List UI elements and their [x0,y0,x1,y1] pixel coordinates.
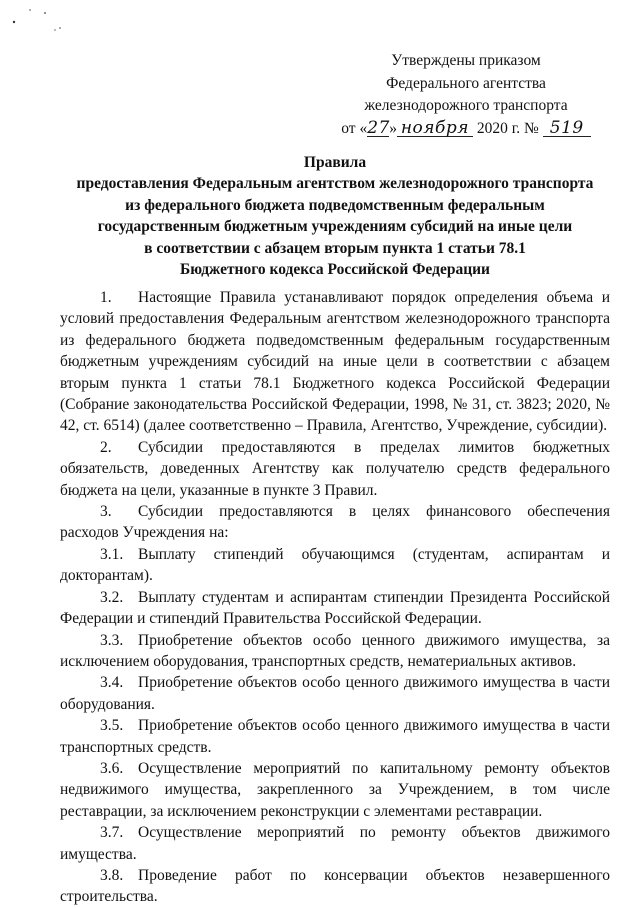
paragraph-text: Проведение работ по консервации объектов незавершенного строительства. [60,866,610,906]
date-quote-close: » [389,119,397,137]
paragraph-number: 3.5. [100,717,124,735]
paragraph-3-1 [60,544,610,587]
paragraph-3-6 [60,758,610,822]
paragraph-number: 3.1. [100,545,124,563]
paragraph-number: 1. [100,289,112,306]
title-line-3: из федерального бюджета подведомственным федеральным [125,196,545,214]
handwritten-number: 519 [549,117,584,138]
paragraph-number: 3.2. [100,588,124,606]
paragraph-text: Приобретение объектов особо ценного движимого имущества в части оборудования. [60,674,610,713]
handwritten-month: ноября [400,117,470,138]
paragraph-3-5 [60,715,610,758]
paragraph-3-7 [60,822,610,865]
document-title [60,152,610,280]
approval-date-line [336,118,596,141]
paragraph-text: Приобретение объектов особо ценного движимого имущества в части транспортных средств. [60,717,610,756]
paragraph-text: Приобретение объектов особо ценного движимого имущества, за исключением оборудования, транспортных средств, нематериальных активов. [60,631,610,670]
paragraph-3-3 [60,630,610,673]
paragraph-text: Выплату стипендий обучающимся (студентам, аспирантам и докторантам). [60,545,610,585]
paragraph-text: Выплату студентам и аспирантам стипендии Президента Российской Федерации и стипендий Правительства Российской Федерации. [60,588,610,628]
title-line-1: Правила [303,154,367,171]
title-line-2: предоставления Федеральным агентством железнодорожного транспорта [76,175,594,193]
paragraph-3-8 [60,865,610,908]
paragraph-text: Субсидии предоставляются в целях финансового обеспечения расходов Учреждения на: [60,503,610,542]
paragraph-number: 3.6. [100,759,124,777]
paragraph-3 [60,501,610,544]
paragraph-3-2 [60,587,610,630]
title-line-6: Бюджетного кодекса Российской Федерации [179,261,490,279]
paragraph-number: 2. [100,438,112,456]
title-line-4: государственным бюджетным учреждениям субсидий на иные цели [97,218,573,236]
handwritten-day: 27 [367,117,390,138]
title-line-5: в соответствии с абзацем вторым пункта 1 статьи 78.1 [144,239,526,257]
document-body [60,287,610,908]
approval-line-2: Федерального агентства [386,74,546,92]
paragraph-number: 3.3. [100,631,124,649]
paragraph-number: 3.7. [100,824,124,842]
date-year: 2020 г. № [476,119,539,137]
paragraph-number: 3.8. [100,866,124,884]
paragraph-text: Настоящие Правила устанавливают порядок определения объема и условий предоставления Федеральным агентством железнодорожного транспорта из федерального бюджета подведомственным федеральным государственным бюджетным учреждениям субсидий на иные цели в соответствии с абзацем вторым пункта 1 статьи 78.1 Бюджетного кодекса Российской Федерации (Собрание законодательства Российской Федерации, 1998, № 31, ст. 3823; 2020, № 42, ст. 6514) (далее соответственно – Правила, Агентство, Учреждение, субсидии). [60,289,610,435]
paragraph-2 [60,437,610,501]
paragraph-1 [60,287,610,437]
paragraph-number: 3. [100,503,112,521]
paragraph-text: Осуществление мероприятий по ремонту объектов движимого имущества. [60,824,610,863]
paragraph-number: 3.4. [100,674,124,692]
scan-specks [8,4,88,34]
paragraph-3-4 [60,672,610,715]
paragraph-text: Осуществление мероприятий по капитальному ремонту объектов недвижимого имущества, закрепленного за Учреждением, в том числе реставрации, за исключением реконструкции с элементами реставрации. [60,759,610,820]
approval-line-3: железнодорожного транспорта [364,97,568,114]
approval-block [336,50,596,140]
approval-line-1: Утверждены приказом [391,52,541,69]
date-prefix: от « [341,119,368,137]
paragraph-text: Субсидии предоставляются в пределах лимитов бюджетных обязательств, доведенных Агентству как получателю средств федерального бюджета на цели, указанные в пункте 3 Правил. [60,438,610,499]
